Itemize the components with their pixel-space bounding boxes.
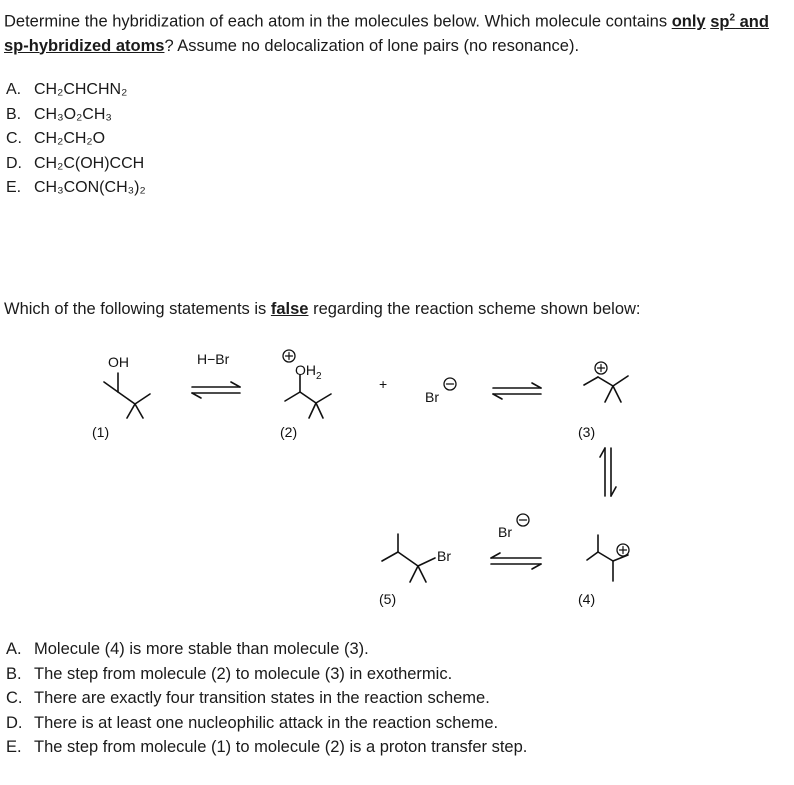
- equilibrium-arrow-1: [192, 382, 240, 398]
- q2-option-e[interactable]: E. The step from molecule (1) to molecule (2) is a proton transfer step.: [6, 738, 528, 756]
- reaction-scheme: [0, 330, 794, 630]
- q2-option-c[interactable]: C. There are exactly four transition states in the reaction scheme.: [6, 689, 490, 707]
- q1-option-b[interactable]: B. CH₃O₂CH₃: [6, 105, 112, 123]
- q1-option-e[interactable]: E. CH₃CON(CH₃)₂: [6, 179, 146, 196]
- q2-option-b[interactable]: B. The step from molecule (2) to molecule (3) in exothermic.: [6, 664, 453, 683]
- label-molecule-5: (5): [379, 591, 397, 607]
- question-1-options: [6, 78, 146, 201]
- question-1-prompt: [4, 6, 792, 58]
- q2-option-d[interactable]: D. There is at least one nucleophilic attack in the reaction scheme.: [6, 713, 499, 732]
- q1-bold-only: only: [671, 12, 706, 31]
- label-bromide-2: Br: [498, 524, 512, 540]
- q1-text-a: Determine the hybridization of each atom in the molecules below. Which molecule contains: [4, 12, 672, 31]
- q1-bold-sp: $sp^2$ and sp-hybridized atoms: [4, 12, 769, 55]
- molecule-3-structure: [584, 362, 628, 402]
- label-hbr: H−Br: [197, 351, 230, 367]
- molecule-1-structure: [104, 373, 150, 418]
- label-molecule-2: (2): [280, 424, 298, 440]
- equilibrium-arrow-4: [491, 553, 541, 569]
- q2-text-a: Which of the following statements is: [4, 300, 271, 318]
- label-bromide: Br: [425, 389, 439, 405]
- q1-option-c[interactable]: C. CH₂CH₂O: [6, 130, 106, 147]
- label-molecule-3: (3): [578, 424, 596, 440]
- question-2-prompt: [4, 297, 641, 321]
- molecule-4-structure: [587, 535, 629, 581]
- label-molecule-1: (1): [92, 424, 110, 440]
- label-plus: +: [379, 376, 388, 392]
- molecule-2-structure: [283, 350, 331, 418]
- label-br-5: Br: [437, 548, 451, 564]
- q1-option-a[interactable]: A. CH₂CHCHN₂: [6, 81, 128, 98]
- question-2-options: [6, 637, 527, 760]
- equilibrium-arrow-2: [493, 383, 541, 399]
- q1-option-d[interactable]: D. CH₂C(OH)CCH: [6, 154, 145, 172]
- q2-text-b: regarding the reaction scheme shown below:: [308, 300, 641, 318]
- q2-bold-false: false: [270, 300, 309, 318]
- q2-option-a[interactable]: A. Molecule (4) is more stable than molecule (3).: [6, 640, 369, 658]
- label-oh2: $OH_2$: [295, 362, 322, 382]
- q1-text-b: ? Assume no delocalization of lone pairs (no resonance).: [164, 36, 580, 55]
- equilibrium-arrow-3: [600, 448, 616, 496]
- q1-sup: 2: [729, 12, 736, 23]
- label-oh: OH: [108, 354, 129, 370]
- label-molecule-4: (4): [578, 591, 596, 607]
